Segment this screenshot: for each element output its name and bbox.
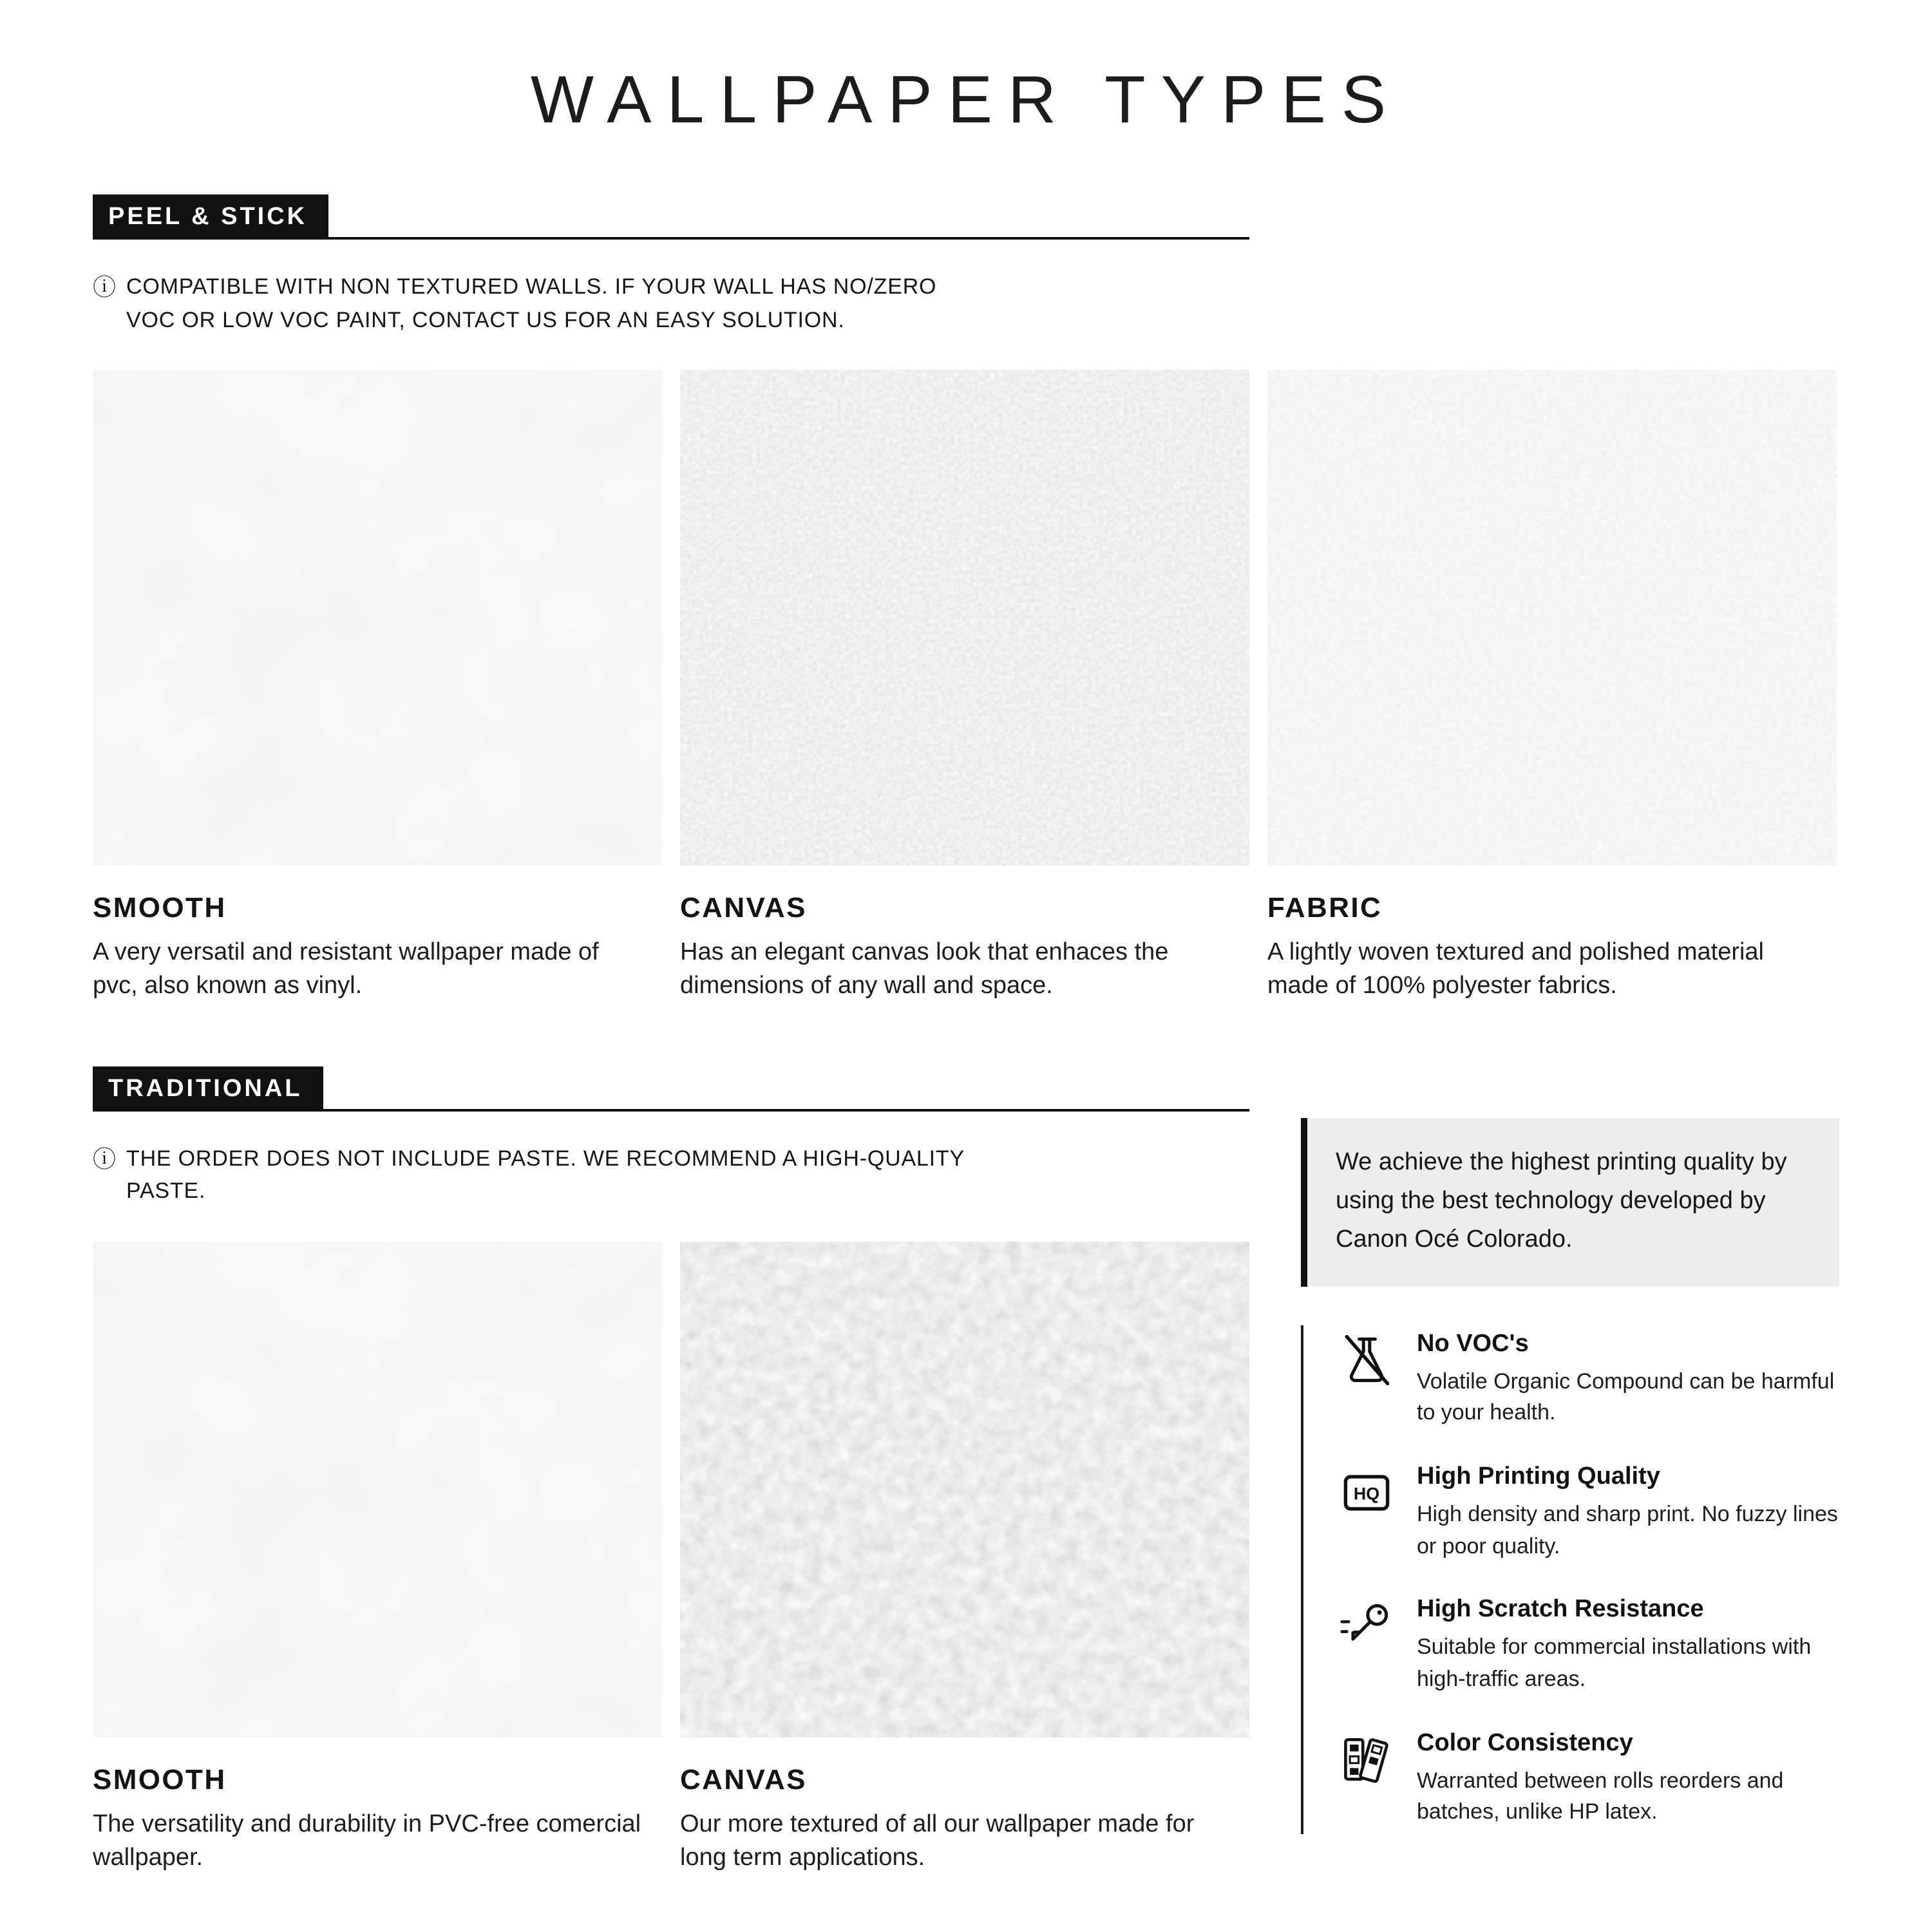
traditional-and-features: [93, 1066, 1839, 1875]
section-label-traditional: TRADITIONAL: [93, 1066, 323, 1111]
swatch-name: FABRIC: [1267, 891, 1383, 924]
caption-canvas: [680, 891, 1249, 1004]
traditional-swatch-row: [93, 1241, 1249, 1737]
feature-text: [1417, 1596, 1839, 1696]
feature-list: [1301, 1325, 1839, 1834]
smooth-texture-swatch: [93, 1241, 662, 1737]
caption-fabric: [1267, 891, 1837, 1004]
feature-text: [1417, 1729, 1839, 1829]
traditional-note-text: THE ORDER DOES NOT INCLUDE PASTE. WE RECOMMEND A HIGH-QUALITY PASTE.: [126, 1146, 965, 1204]
smooth-texture-image: [93, 370, 662, 866]
caption-smooth: [93, 891, 662, 1004]
peel-stick-note: [93, 270, 1839, 336]
info-icon: ⓘ: [93, 274, 116, 301]
swatch-description: A lightly woven textured and polished material made of 100% polyester fabrics.: [1267, 939, 1765, 1000]
feature-no-voc: [1337, 1331, 1839, 1430]
feature-description: Suitable for commercial installations with high-traffic areas.: [1417, 1634, 1812, 1691]
key-scratch-icon: [1337, 1596, 1396, 1656]
swatch-name: SMOOTH: [93, 891, 227, 924]
traditional-note: [93, 1142, 1249, 1208]
traditional-caption-row: [93, 1737, 1249, 1875]
peel-stick-caption-row: [93, 866, 1839, 1004]
section-header-peel-stick: [93, 194, 1249, 240]
feature-description: Warranted between rolls reorders and batches, unlike HP latex.: [1417, 1768, 1784, 1824]
no-voc-icon: [1337, 1331, 1396, 1390]
canvas-texture-image: [680, 370, 1249, 866]
caption-smooth: [93, 1763, 662, 1875]
feature-text: [1417, 1331, 1839, 1430]
feature-text: [1417, 1463, 1839, 1563]
feature-title: No VOC's: [1417, 1330, 1529, 1358]
section-rule: [323, 1108, 1249, 1111]
swatch-description: A very versatil and resistant wallpaper made of pvc, also known as vinyl.: [93, 939, 599, 1000]
section-label-peel-stick: PEEL & STICK: [93, 194, 328, 240]
swatch-name: CANVAS: [680, 891, 807, 924]
hq-icon: [1337, 1463, 1396, 1522]
rough-canvas-texture-swatch: [680, 1241, 1249, 1737]
swatch-name: CANVAS: [680, 1763, 807, 1795]
peel-stick-note-text: COMPATIBLE WITH NON TEXTURED WALLS. IF YOUR WALL HAS NO/ZERO VOC OR LOW VOC PAINT, CONTACT US FOR AN EASY SOLUTION.: [126, 274, 937, 332]
feature-description: High density and sharp print. No fuzzy lines or poor quality.: [1417, 1502, 1838, 1558]
smooth-texture-swatch: [93, 370, 662, 866]
hq-badge-text: HQ: [1353, 1484, 1380, 1504]
feature-title: High Scratch Resistance: [1417, 1596, 1704, 1624]
quality-features-column: [1301, 1066, 1839, 1875]
section-rule: [328, 237, 1249, 240]
feature-high-scratch-resistance: [1337, 1596, 1839, 1696]
swatch-name: SMOOTH: [93, 1763, 227, 1795]
fabric-texture-image: [1267, 370, 1837, 866]
fabric-texture-swatch: [1267, 370, 1837, 866]
feature-title: Color Consistency: [1417, 1729, 1633, 1757]
caption-canvas: [680, 1763, 1249, 1875]
smooth-texture-image: [93, 1241, 662, 1737]
section-header-traditional: [93, 1066, 1249, 1111]
canvas-texture-swatch: [680, 370, 1249, 866]
peel-stick-swatch-row: [93, 370, 1839, 866]
printing-quality-callout: We achieve the highest printing quality by using the best technology developed by Canon Océ Colorado.: [1301, 1117, 1839, 1286]
swatch-description: Has an elegant canvas look that enhaces the dimensions of any wall and space.: [680, 939, 1169, 1000]
feature-high-printing-quality: [1337, 1463, 1839, 1563]
rough-canvas-texture-image: [680, 1241, 1249, 1737]
info-icon: ⓘ: [93, 1146, 116, 1172]
traditional-section: [93, 1066, 1249, 1875]
color-swatch-icon: [1337, 1729, 1396, 1788]
swatch-description: Our more textured of all our wallpaper made for long term applications.: [680, 1810, 1195, 1871]
swatch-description: The versatility and durability in PVC-free comercial wallpaper.: [93, 1810, 641, 1871]
page-title: WALLPAPER TYPES: [530, 63, 1402, 138]
feature-title: High Printing Quality: [1417, 1463, 1660, 1491]
feature-color-consistency: [1337, 1729, 1839, 1829]
feature-description: Volatile Organic Compound can be harmful to your health.: [1417, 1368, 1835, 1425]
